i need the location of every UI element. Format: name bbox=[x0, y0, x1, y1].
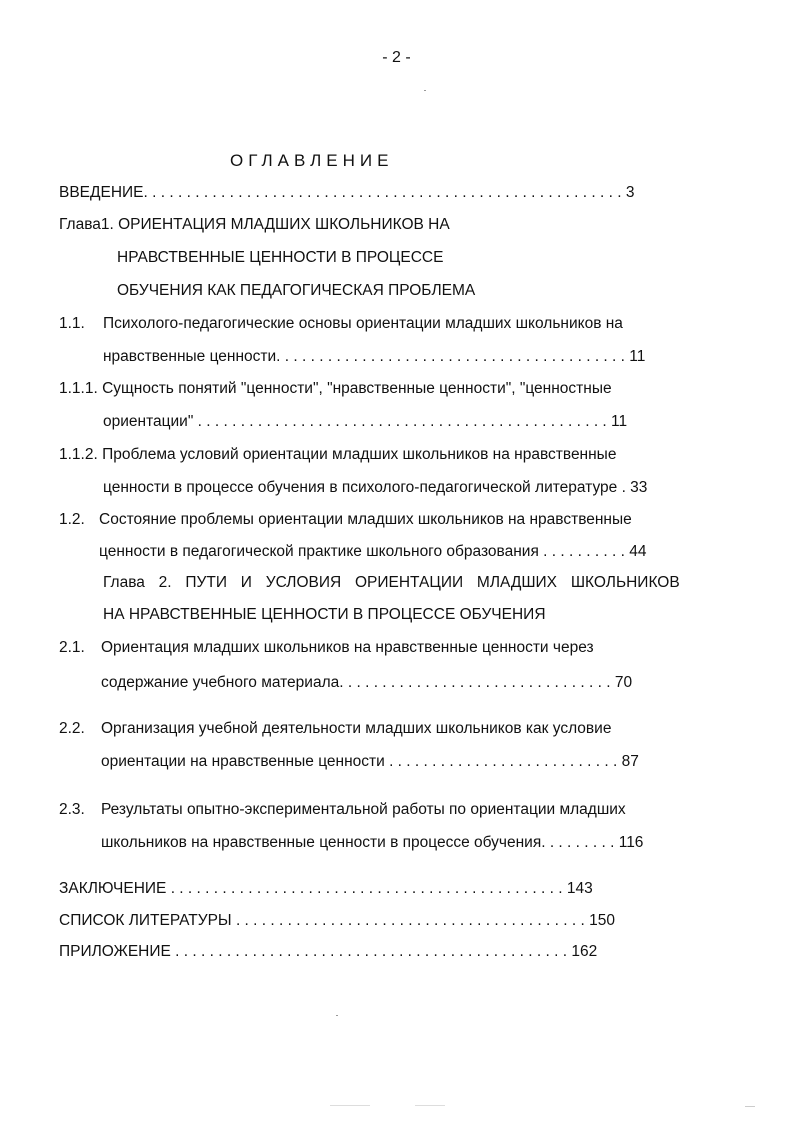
section-1-2-title-line1: Состояние проблемы ориентации младших школьников на нравственные bbox=[99, 511, 632, 528]
scan-speck bbox=[336, 1015, 338, 1016]
scan-speck bbox=[415, 1105, 445, 1106]
section-2-2-title-line1: Организация учебной деятельности младших школьников как условие bbox=[101, 720, 612, 737]
section-1-1-number: 1.1. bbox=[59, 315, 85, 332]
section-2-3-number: 2.3. bbox=[59, 801, 85, 818]
chapter1-title-line3: ОБУЧЕНИЯ КАК ПЕДАГОГИЧЕСКАЯ ПРОБЛЕМА bbox=[117, 282, 476, 299]
toc-entry-references: СПИСОК ЛИТЕРАТУРЫ . . . . . . . . . . . . . . . . . . . . . . . . . . . . . . . . . . . . . . . . . 150 bbox=[59, 912, 615, 929]
section-2-1-number: 2.1. bbox=[59, 639, 85, 656]
section-1-1-2-title-line2: ценности в процессе обучения в психолого-педагогической литературе . 33 bbox=[103, 479, 648, 496]
section-2-3-title-line2: школьников на нравственные ценности в процессе обучения. . . . . . . . . 116 bbox=[101, 834, 644, 851]
toc-entry-intro: ВВЕДЕНИЕ. . . . . . . . . . . . . . . . . . . . . . . . . . . . . . . . . . . . . . . . . . . . . . . . . . . . . . . . 3 bbox=[59, 184, 635, 201]
section-1-1-title-line2: нравственные ценности. . . . . . . . . . . . . . . . . . . . . . . . . . . . . . . . . . . . . . . . . 11 bbox=[103, 348, 646, 365]
section-1-1-title-line1: Психолого-педагогические основы ориентации младших школьников на bbox=[103, 315, 623, 332]
chapter1-title-line2: НРАВСТВЕННЫЕ ЦЕННОСТИ В ПРОЦЕССЕ bbox=[117, 249, 444, 266]
chapter1-title-line1: Глава1. ОРИЕНТАЦИЯ МЛАДШИХ ШКОЛЬНИКОВ НА bbox=[59, 216, 450, 233]
section-1-2-number: 1.2. bbox=[59, 511, 85, 528]
page-number: - 2 - bbox=[382, 49, 411, 66]
scan-speck bbox=[424, 90, 426, 91]
section-1-2-title-line2: ценности в педагогической практике школьного образования . . . . . . . . . . 44 bbox=[99, 543, 647, 560]
chapter2-title-line1: Глава 2. ПУТИ И УСЛОВИЯ ОРИЕНТАЦИИ МЛАДШИХ ШКОЛЬНИКОВ bbox=[103, 574, 680, 591]
section-2-2-number: 2.2. bbox=[59, 720, 85, 737]
toc-entry-appendix: ПРИЛОЖЕНИЕ . . . . . . . . . . . . . . . . . . . . . . . . . . . . . . . . . . . . . . . . . . . . . . 162 bbox=[59, 943, 598, 960]
toc-heading: ОГЛАВЛЕНИЕ bbox=[230, 151, 394, 170]
toc-entry-conclusion: ЗАКЛЮЧЕНИЕ . . . . . . . . . . . . . . . . . . . . . . . . . . . . . . . . . . . . . . . . . . . . . . 143 bbox=[59, 880, 593, 897]
section-2-1-title-line2: содержание учебного материала. . . . . . . . . . . . . . . . . . . . . . . . . . . . . . . . 70 bbox=[101, 674, 633, 691]
section-2-3-title-line1: Результаты опытно-экспериментальной работы по ориентации младших bbox=[101, 801, 626, 818]
scan-speck bbox=[330, 1105, 370, 1106]
section-2-2-title-line2: ориентации на нравственные ценности . . . . . . . . . . . . . . . . . . . . . . . . . . . 87 bbox=[101, 753, 639, 770]
section-2-1-title-line1: Ориентация младших школьников на нравственные ценности через bbox=[101, 639, 594, 656]
section-1-1-1-title-line1: 1.1.1. Сущность понятий "ценности", "нравственные ценности", "ценностные bbox=[59, 380, 612, 397]
scan-speck bbox=[745, 1106, 755, 1107]
section-1-1-1-title-line2: ориентации" . . . . . . . . . . . . . . . . . . . . . . . . . . . . . . . . . . . . . . . . . . . . . . . . 11 bbox=[103, 413, 628, 430]
section-1-1-2-title-line1: 1.1.2. Проблема условий ориентации младших школьников на нравственные bbox=[59, 446, 617, 463]
chapter2-title-line2: НА НРАВСТВЕННЫЕ ЦЕННОСТИ В ПРОЦЕССЕ ОБУЧЕНИЯ bbox=[103, 606, 546, 623]
